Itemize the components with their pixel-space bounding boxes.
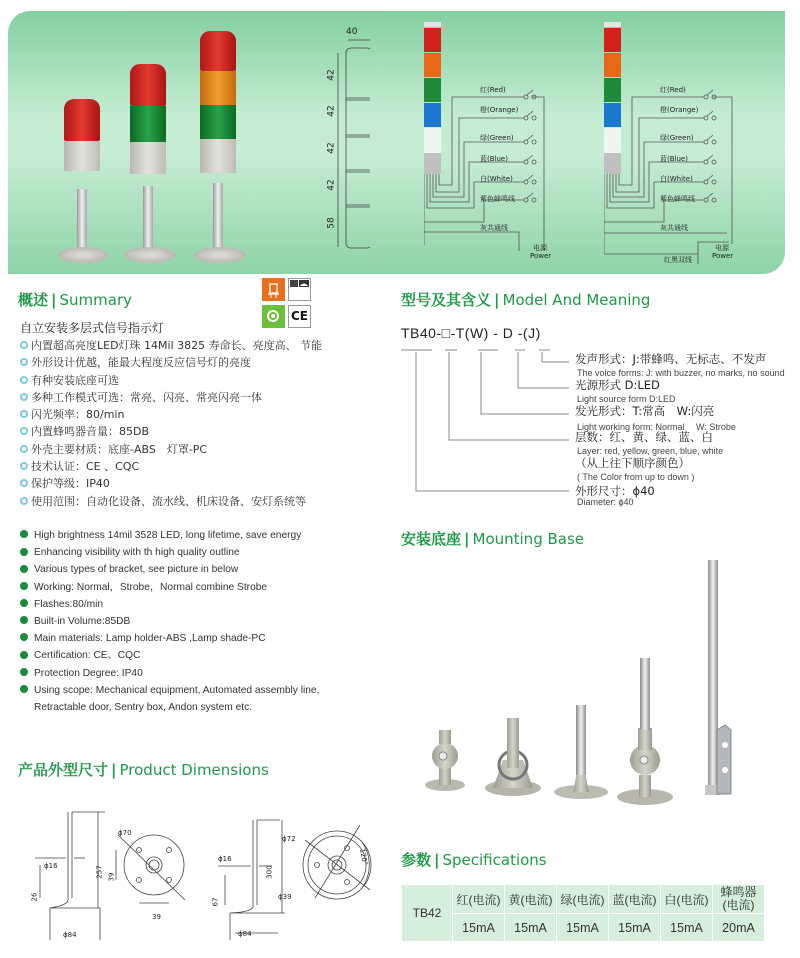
ring-bullet-icon bbox=[20, 341, 28, 349]
specs-value-cell: 15mA bbox=[453, 914, 505, 942]
list-item: Built-in Volume:85DB bbox=[20, 613, 319, 630]
wire-label-green: 绿(Green) bbox=[660, 134, 694, 142]
specs-heading: 参数 | Specifications bbox=[401, 851, 547, 869]
model-layer-cn: 层数：红、黄、绿、蓝、白 bbox=[575, 430, 713, 444]
ce-mark-icon: CE bbox=[288, 305, 311, 328]
ring-bullet-icon bbox=[20, 376, 28, 384]
dot-bullet-icon bbox=[20, 548, 28, 556]
dot-bullet-icon bbox=[20, 633, 28, 641]
power-label-cn: 电源 bbox=[715, 244, 729, 252]
dot-bullet-icon bbox=[20, 530, 28, 538]
specs-header-cell: 蜂鸣器 (电流) bbox=[713, 885, 765, 914]
dim-right-foot: ϕ84 bbox=[238, 930, 252, 938]
power-label-en: Power bbox=[530, 252, 552, 260]
dim-right-pole: ϕ16 bbox=[218, 855, 232, 863]
tower-pole bbox=[77, 189, 87, 251]
wire-label-green: 绿(Green) bbox=[480, 134, 514, 142]
dim-seg-4: 42 bbox=[326, 179, 337, 191]
ring-bullet-icon bbox=[20, 479, 28, 487]
model-heading-cn: 型号及其含义 bbox=[401, 291, 492, 309]
signal-tower-1-layer bbox=[64, 99, 100, 171]
wire-label-red: 红(Red) bbox=[480, 86, 506, 94]
dimensions-heading: 产品外型尺寸 | Product Dimensions bbox=[18, 761, 269, 779]
specs-value-cell: 15mA bbox=[661, 914, 713, 942]
wire-label-blue: 蓝(Blue) bbox=[660, 155, 688, 163]
list-item: Working: Normal，Strobe，Normal combine Strobe bbox=[20, 579, 319, 596]
model-layer-en: Layer: red, yellow, green, blue, white bbox=[577, 446, 724, 456]
model-voice-en: The voice forms: J: with buzzer, no marks, no sound bbox=[577, 368, 785, 378]
ring-bullet-icon bbox=[20, 410, 28, 418]
summary-heading: 概述 | Summary bbox=[18, 291, 132, 309]
ring-bullet-icon bbox=[20, 393, 28, 401]
dim-right-height: 300 bbox=[265, 865, 274, 879]
product-dimension-drawings bbox=[10, 790, 400, 950]
model-diameter-cn: 外形尺寸：ϕ40 bbox=[575, 484, 655, 498]
list-item: 使用范围：自动化设备、流水线、机床设备、安灯系统等 bbox=[20, 493, 322, 510]
wire-label-red: 红(Red) bbox=[660, 86, 686, 94]
tower-base bbox=[194, 247, 246, 263]
dim-seg-3: 42 bbox=[326, 142, 337, 154]
mounting-base-hinge bbox=[485, 718, 541, 796]
ring-bullet-icon bbox=[20, 462, 28, 470]
model-light-working-en: Light working form: Normal W: Strobe bbox=[577, 422, 736, 432]
specs-header-cell: 红(电流) bbox=[453, 885, 505, 914]
model-heading: 型号及其含义 | Model And Meaning bbox=[401, 291, 651, 309]
dim-left-pole: ϕ16 bbox=[44, 862, 58, 870]
specs-heading-en: Specifications bbox=[442, 851, 547, 869]
list-item: Main materials: Lamp holder-ABS ,Lamp shade-PC bbox=[20, 630, 319, 647]
model-voice-cn: 发声形式：J:带蜂鸣、无标志、不发声 bbox=[575, 352, 767, 366]
signal-tower-3-layer bbox=[200, 31, 236, 173]
dim-right-inner: ϕ39 bbox=[278, 893, 292, 901]
tower-base bbox=[58, 247, 108, 263]
ring-bullet-icon bbox=[20, 427, 28, 435]
specs-header-cell: 黄(电流) bbox=[505, 885, 557, 914]
list-item: High brightness 14mil 3528 LED, long lifetime, save energy bbox=[20, 527, 319, 544]
dot-bullet-icon bbox=[20, 565, 28, 573]
mounting-heading-cn: 安装底座 bbox=[401, 530, 462, 548]
tower-pole bbox=[143, 186, 153, 251]
dot-bullet-icon bbox=[20, 616, 28, 624]
dim-left-base-height: 26 bbox=[30, 892, 39, 902]
dim-right-angle: 120° bbox=[358, 847, 369, 867]
dot-bullet-icon bbox=[20, 599, 28, 607]
specs-value-cell: 15mA bbox=[505, 914, 557, 942]
dot-bullet-icon bbox=[20, 651, 28, 659]
list-item: Enhancing visibility with th high quality outline bbox=[20, 544, 319, 561]
list-item: Using scope: Mechanical equipment, Automated assembly line, bbox=[20, 682, 319, 699]
certification-icons bbox=[262, 278, 312, 330]
dimensions-heading-cn: 产品外型尺寸 bbox=[18, 761, 109, 779]
mounting-heading: 安装底座 | Mounting Base bbox=[401, 530, 585, 548]
wire-label-blue: 蓝(Blue) bbox=[480, 155, 508, 163]
wire-label-buzzer: 紫色蜂鸣线 bbox=[480, 195, 515, 203]
mounting-base-swivel-short bbox=[425, 730, 465, 791]
model-light-source-cn: 光源形式 D:LED bbox=[575, 378, 660, 392]
specs-value-cell: 15mA bbox=[609, 914, 661, 942]
list-item: 外形设计优越，能最大程度反应信号灯的亮度 bbox=[20, 354, 322, 371]
specs-header-cell: 绿(电流) bbox=[557, 885, 609, 914]
specs-header-cell: 白(电流) bbox=[661, 885, 713, 914]
list-item: 内置超高亮度LED灯珠 14Mil 3825 寿命长、亮度高、 节能 bbox=[20, 337, 322, 354]
summary-title: 自立安装多层式信号指示灯 bbox=[20, 321, 165, 335]
wire-label-buzzer: 紫色蜂鸣线 bbox=[660, 195, 695, 203]
list-item: Certification: CE、CQC bbox=[20, 647, 319, 664]
model-code: TB40-□-T(W) - D -(J) bbox=[401, 325, 541, 341]
mounting-heading-en: Mounting Base bbox=[472, 530, 585, 548]
model-diameter-en: Diameter: ϕ40 bbox=[577, 497, 634, 507]
model-light-source-en: Light source form D:LED bbox=[577, 394, 676, 404]
mounting-base-pole-swivel bbox=[617, 658, 673, 805]
power-label-cn: 电源 bbox=[533, 244, 547, 252]
model-heading-en: Model And Meaning bbox=[502, 291, 651, 309]
tower-pole bbox=[213, 183, 223, 251]
wire-label-common: 灰共通线 bbox=[480, 224, 508, 232]
summary-cn-list bbox=[20, 337, 322, 510]
tower-base bbox=[124, 247, 176, 263]
dot-bullet-icon bbox=[20, 668, 28, 676]
mounting-base-bracket-long bbox=[705, 560, 731, 795]
dim-seg-2: 42 bbox=[326, 105, 337, 117]
dot-bullet-icon bbox=[20, 582, 28, 590]
wire-label-orange: 橙(Orange) bbox=[480, 106, 519, 114]
dot-bullet-icon bbox=[20, 685, 28, 693]
mounting-base-photos bbox=[395, 560, 800, 820]
list-item: 多种工作模式可选：常亮、闪亮、常亮闪亮一体 bbox=[20, 389, 322, 406]
model-layer-order-cn: （从上往下顺序颜色） bbox=[575, 456, 690, 470]
dim-width-label: 40 bbox=[346, 27, 358, 37]
list-item: 内置蜂鸣器音量：85DB bbox=[20, 423, 322, 440]
wire-label-orange: 橙(Orange) bbox=[660, 106, 699, 114]
wire-label-white: 白(White) bbox=[660, 175, 693, 183]
summary-heading-en: Summary bbox=[59, 291, 132, 309]
weather-icon bbox=[288, 278, 311, 301]
specs-value-cell: 15mA bbox=[557, 914, 609, 942]
dim-left-foot: ϕ84 bbox=[63, 931, 77, 939]
specs-value-cell: 20mA bbox=[713, 914, 765, 942]
model-layer-order-en: ( The Color from up to down ) bbox=[577, 472, 695, 482]
specs-header-row bbox=[402, 885, 765, 914]
dim-right-base-height: 67 bbox=[211, 897, 220, 907]
lamp-icon bbox=[262, 278, 285, 301]
list-item: 技术认证：CE 、CQC bbox=[20, 458, 322, 475]
model-light-working-cn: 发光形式：T:常高 W:闪亮 bbox=[575, 404, 715, 418]
wire-label-common: 灰共通线 bbox=[660, 224, 688, 232]
dim-left-hole-h: 39 bbox=[152, 913, 161, 921]
specs-header-cell: 蓝(电流) bbox=[609, 885, 661, 914]
wire-label-dual: 红黑双线 bbox=[664, 256, 692, 264]
list-item: 闪光频率：80/min bbox=[20, 406, 322, 423]
dim-left-height: 257 bbox=[95, 865, 104, 879]
mounting-base-pole-short bbox=[554, 705, 608, 799]
ring-bullet-icon bbox=[20, 445, 28, 453]
list-item: 保护等级：IP40 bbox=[20, 475, 322, 492]
summary-heading-cn: 概述 bbox=[18, 291, 49, 309]
specs-heading-cn: 参数 bbox=[401, 851, 432, 869]
specs-value-row bbox=[402, 914, 765, 942]
dim-right-circle: ϕ72 bbox=[282, 835, 296, 843]
ring-bullet-icon bbox=[20, 358, 28, 366]
dim-seg-5: 58 bbox=[326, 217, 337, 229]
list-item: Flashes:80/min bbox=[20, 596, 319, 613]
dimensions-heading-en: Product Dimensions bbox=[119, 761, 269, 779]
list-item-continuation: Retractable door, Sentry box, Andon system etc. bbox=[34, 701, 253, 713]
ring-bullet-icon bbox=[20, 497, 28, 505]
summary-en-list bbox=[20, 527, 319, 716]
specs-model-cell: TB42 bbox=[402, 885, 453, 942]
list-item: 外壳主要材质：底座-ABS 灯罩-PC bbox=[20, 441, 322, 458]
list-item: 有种安装底座可选 bbox=[20, 372, 322, 389]
rohs-icon bbox=[262, 305, 285, 328]
model-leader-lines bbox=[395, 335, 575, 495]
signal-tower-2-layer bbox=[130, 64, 166, 174]
dim-seg-1: 42 bbox=[326, 69, 337, 81]
specs-table bbox=[401, 884, 765, 942]
dim-left-hole-v: 39 bbox=[107, 872, 116, 882]
wire-label-white: 白(White) bbox=[480, 175, 513, 183]
list-item: Protection Degree: IP40 bbox=[20, 665, 319, 682]
power-label-en: Power bbox=[712, 252, 734, 260]
list-item: Various types of bracket, see picture in below bbox=[20, 561, 319, 578]
dim-left-circle: ϕ70 bbox=[118, 829, 132, 837]
